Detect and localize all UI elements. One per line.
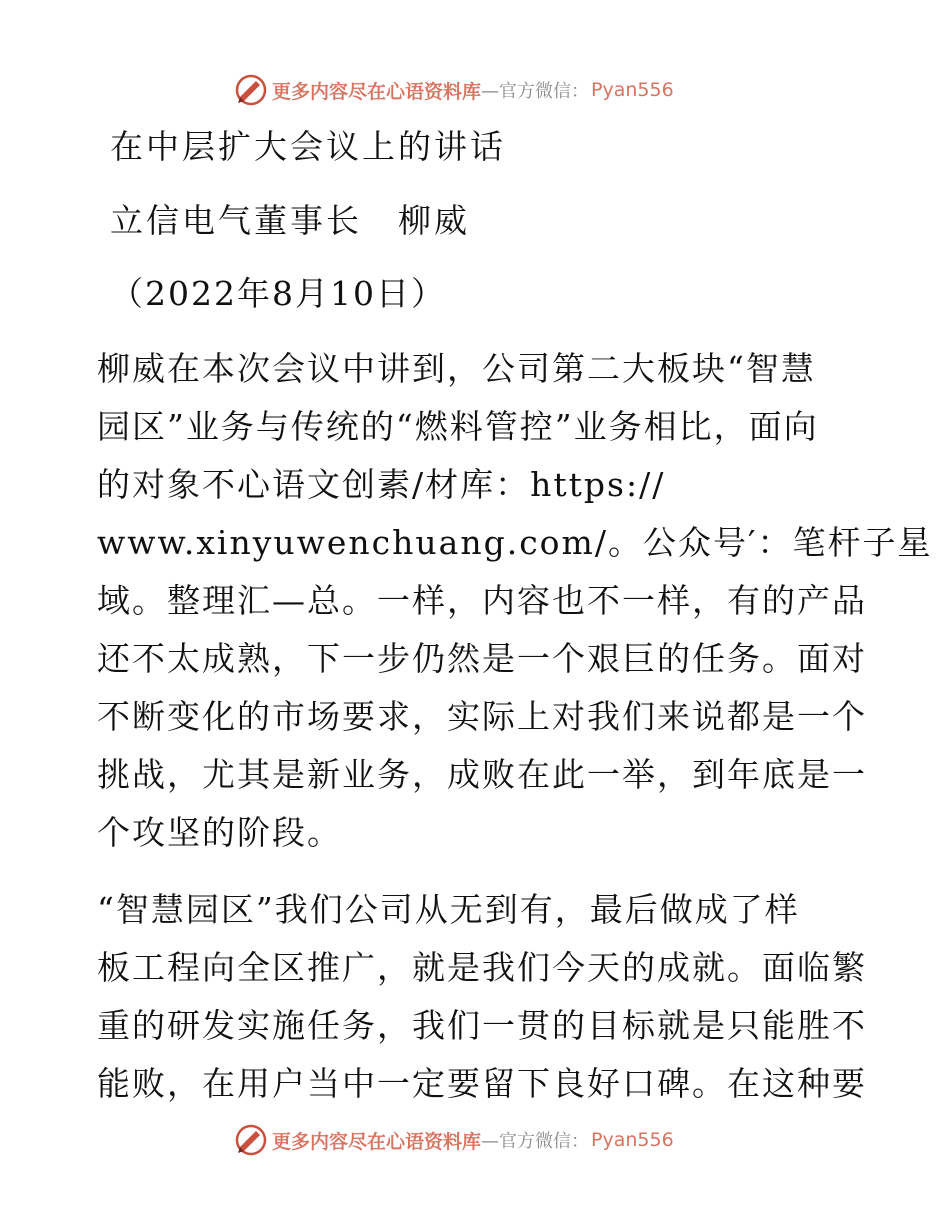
banner-separator-text: —官方微信： bbox=[481, 1131, 590, 1152]
document-date: （2022年8月10日） bbox=[110, 274, 446, 313]
banner-account-text: Pyan556 bbox=[591, 79, 674, 101]
paragraph-line: 域。整理汇—总。一样，内容也不一样，有的产品 bbox=[97, 581, 867, 620]
paragraph-line: 的对象不心语文创素/材库：https:// bbox=[97, 465, 666, 504]
paragraph-2 bbox=[97, 881, 867, 1113]
document-title: 在中层扩大会议上的讲话 bbox=[110, 127, 506, 166]
document-author: 立信电气董事长 柳威 bbox=[110, 201, 470, 240]
banner-separator-text: —官方微信： bbox=[481, 81, 590, 102]
paragraph-1 bbox=[97, 340, 933, 862]
paragraph-line: 还不太成熟，下一步仍然是一个艰巨的任务。面对 bbox=[97, 639, 867, 678]
paragraph-line: 板工程向全区推广，就是我们今天的成就。面临繁 bbox=[97, 948, 867, 987]
paragraph-line: 个攻坚的阶段。 bbox=[97, 813, 342, 852]
paragraph-line: 重的研发实施任务，我们一贯的目标就是只能胜不 bbox=[97, 1006, 867, 1045]
paragraph-line: 柳威在本次会议中讲到，公司第二大板块“智慧 bbox=[97, 349, 816, 388]
pen-logo-icon bbox=[234, 73, 268, 107]
paragraph-line: 不断变化的市场要求，实际上对我们来说都是一个 bbox=[97, 697, 867, 736]
banner-account-text: Pyan556 bbox=[591, 1129, 674, 1151]
paragraph-line: “智慧园区”我们公司从无到有，最后做成了样 bbox=[97, 890, 800, 929]
pen-logo-icon bbox=[234, 1123, 268, 1157]
paragraph-line: 能败，在用户当中一定要留下良好口碑。在这种要 bbox=[97, 1064, 867, 1103]
paragraph-line: 挑战，尤其是新业务，成败在此一举，到年底是一 bbox=[97, 755, 867, 794]
paragraph-line: www.xinyuwenchuang.com/。公众号′：笔杆子星 bbox=[97, 523, 933, 562]
banner-site-text: 更多内容尽在心语资料库 bbox=[272, 1130, 482, 1153]
banner-site-text: 更多内容尽在心语资料库 bbox=[272, 80, 482, 103]
footer-watermark-banner bbox=[234, 1120, 674, 1160]
paragraph-line: 园区”业务与传统的“燃料管控”业务相比，面向 bbox=[97, 407, 819, 446]
header-watermark-banner bbox=[234, 70, 674, 110]
